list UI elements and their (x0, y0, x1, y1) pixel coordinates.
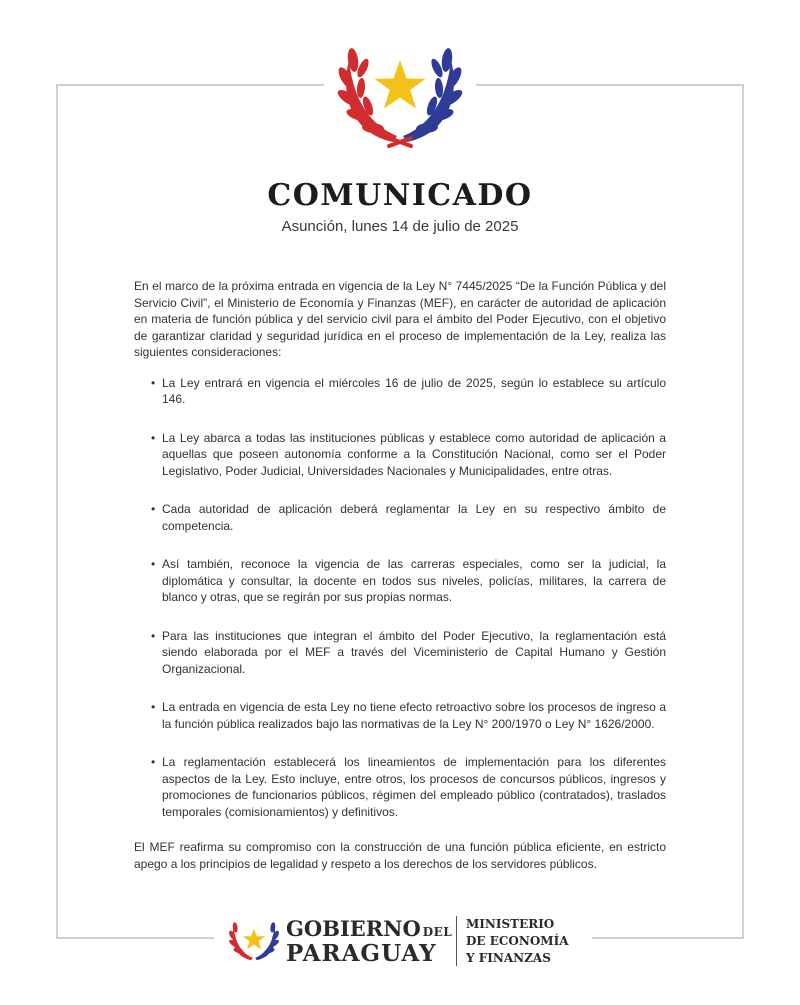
frame-top-left (56, 84, 324, 86)
list-item: • La Ley entrará en vigencia el miércoles 16 de julio de 2025, según lo establece su artículo 146. (151, 375, 666, 406)
document-body (134, 278, 666, 872)
frame-top-right (476, 84, 744, 86)
laurel-star-emblem-icon (335, 30, 465, 148)
ministerio-text: MINISTERIO DE ECONOMÍA Y FINANZAS (466, 917, 569, 965)
document-date: Asunción, lunes 14 de julio de 2025 (281, 218, 519, 235)
page-title: COMUNICADO (267, 178, 533, 213)
list-item: • La reglamentación establecerá los lineamientos de implementación para los diferentes aspectos de la Ley. Esto incluye, entre otros, los procesos de concursos públicos, ingresos y promociones de funcionarios públicos, régimen del empleado público (contratados), traslados temporales (comisionamientos) y definitivos. (151, 755, 666, 819)
footer-logos (228, 912, 588, 974)
closing-paragraph: El MEF reafirma su compromiso con la construcción de una función pública eficiente, en estricto apego a los principios de legalidad y respeto a los derechos de los servidores públicos. (134, 840, 666, 871)
laurel-star-emblem-icon (228, 914, 280, 964)
list-item: • Para las instituciones que integran el ámbito del Poder Ejecutivo, la reglamentación está siendo elaborada por el MEF a través del Viceministerio de Capital Humano y Gestión Organizacional. (151, 628, 666, 676)
gobierno-del-text: GOBIERNO DEL (286, 916, 453, 941)
paraguay-text: PARAGUAY (286, 940, 437, 967)
list-item: • La entrada en vigencia de esta Ley no tiene efecto retroactivo sobre los procesos de ingreso a la función pública realizados bajo las normativas de la Ley N° 200/1970 o Ley N° 1626/2000. (151, 700, 666, 731)
frame-bottom-left (56, 937, 214, 939)
list-item: • Cada autoridad de aplicación deberá reglamentar la Ley en su respectivo ámbito de competencia. (151, 502, 666, 533)
considerations-list (134, 375, 666, 821)
intro-paragraph: En el marco de la próxima entrada en vigencia de la Ley N° 7445/2025 “De la Función Pública y del Servicio Civil”, el Ministerio de Economía y Finanzas (MEF), en carácter de autoridad de aplicación en materia de función pública y del servicio civil para el ámbito del Poder Ejecutivo, con el objetivo de garantizar claridad y seguridad jurídica en el proceso de implementación de la Ley, realiza las siguientes consideraciones: (134, 279, 666, 359)
frame-bottom-right (592, 937, 744, 939)
list-item: • La Ley abarca a todas las instituciones públicas y establece como autoridad de aplicación a aquellas que poseen autonomía conforme a la Constitución Nacional, como ser el Poder Legislativo, Poder Judicial, Universidades Nacionales y Municipalidades, entre otras. (151, 430, 666, 478)
footer-divider (456, 916, 457, 966)
list-item: • Así también, reconoce la vigencia de las carreras especiales, como ser la judicial, la diplomática y consultar, la docente en todos sus niveles, policías, militares, la carrera de blanco y otras, que se regirán por sus propias normas. (151, 557, 666, 604)
